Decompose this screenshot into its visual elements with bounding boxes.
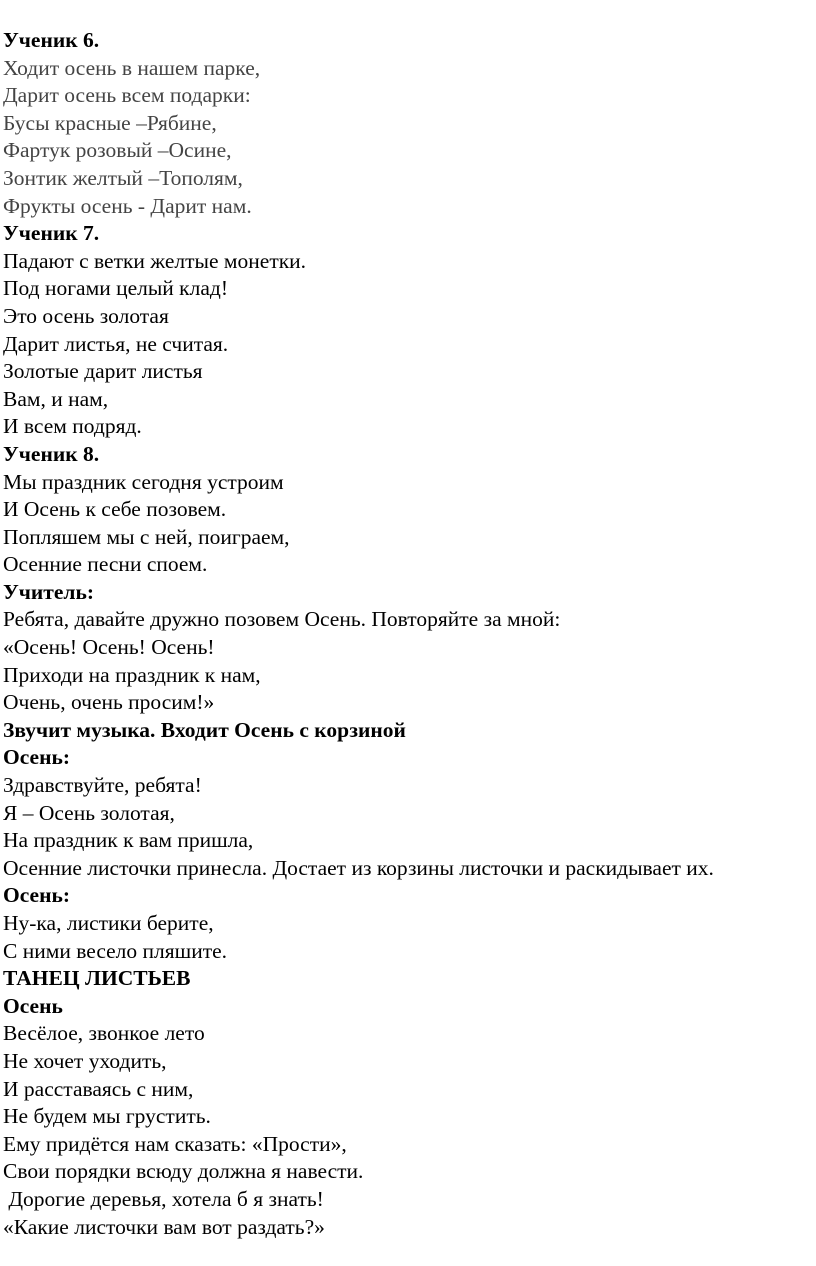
- text-line: Попляшем мы с ней, поиграем,: [3, 524, 290, 549]
- text-line: Мы праздник сегодня устроим: [3, 469, 284, 494]
- text-line: Фартук розовый –Осине,: [3, 138, 232, 163]
- text-line: Вам, и нам,: [3, 386, 109, 411]
- text-line: Здравствуйте, ребята!: [3, 773, 202, 798]
- text-line: Осень:: [3, 883, 70, 908]
- text-line: Осенние песни споем.: [3, 552, 208, 577]
- text-line: Зонтик желтый –Тополям,: [3, 165, 243, 190]
- text-line: Ну-ка, листики берите,: [3, 911, 214, 935]
- text-line: Ребята, давайте дружно позовем Осень. Повторяйте за мной:: [3, 607, 561, 632]
- text-line: И всем подряд.: [3, 414, 142, 439]
- text-line: ТАНЕЦ ЛИСТЬЕВ: [3, 966, 191, 991]
- text-line: Звучит музыка. Входит Осень с корзиной: [3, 717, 406, 742]
- text-line: Ученик 8.: [3, 441, 100, 466]
- text-line: «Какие листочки вам вот раздать?»: [3, 1214, 325, 1239]
- text-line: Дорогие деревья, хотела б я знать!: [3, 1186, 324, 1211]
- text-line: Учитель:: [3, 579, 94, 604]
- text-line: Под ногами целый клад!: [3, 276, 228, 301]
- text-line: Бусы красные –Рябине,: [3, 110, 217, 135]
- text-line: На праздник к вам пришла,: [3, 828, 254, 853]
- text-line: Приходи на праздник к нам,: [3, 662, 261, 687]
- text-line: Ходит осень в нашем парке,: [3, 55, 261, 80]
- text-line: И Осень к себе позовем.: [3, 497, 227, 522]
- text-line: Ему придётся нам сказать: «Прости»,: [3, 1131, 347, 1156]
- text-line: Осень: [3, 993, 63, 1018]
- text-line: Весёлое, звонкое лето: [3, 1021, 205, 1046]
- text-line: Фрукты осень - Дарит нам.: [3, 193, 252, 218]
- text-line: Падают с ветки желтые монетки.: [3, 248, 307, 273]
- text-line: Это осень золотая: [3, 303, 169, 328]
- text-line: Дарит листья, не считая.: [3, 331, 229, 356]
- text-line: «Осень! Осень! Осень!: [3, 635, 215, 660]
- text-line: Очень, очень просим!»: [3, 690, 215, 715]
- text-line: Не будем мы грустить.: [3, 1104, 211, 1129]
- text-line: Свои порядки всюду должна я навести.: [3, 1159, 364, 1184]
- text-line: С ними весело пляшите.: [3, 938, 228, 963]
- text-line: Золотые дарит листья: [3, 359, 203, 384]
- text-line: Осенние листочки принесла. Достает из корзины листочки и раскидывает их.: [3, 855, 714, 880]
- text-line: Ученик 7.: [3, 221, 100, 246]
- text-line: Не хочет уходить,: [3, 1048, 167, 1073]
- text-line: Осень:: [3, 745, 70, 770]
- text-line: И расставаясь с ним,: [3, 1076, 194, 1101]
- document-body: [3, 27, 813, 1241]
- text-line: Я – Осень золотая,: [3, 800, 175, 825]
- text-line: Дарит осень всем подарки:: [3, 83, 251, 108]
- text-line: Ученик 6.: [3, 28, 100, 52]
